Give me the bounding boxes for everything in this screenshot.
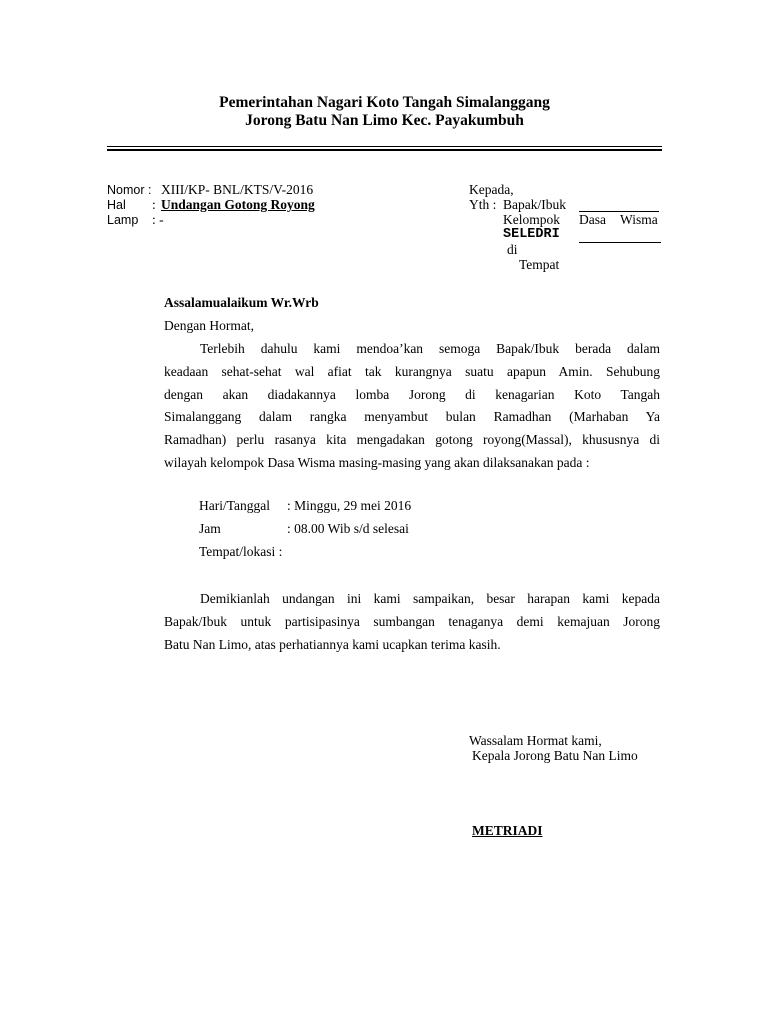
paragraph-line: keadaan sehat-sehat wal afiat tak kurangnya suatu apapun Amin. Sehubung (164, 363, 660, 379)
hal-colon: : (152, 197, 156, 212)
seledri-label: SELEDRI (503, 227, 560, 242)
kelompok-label: Kelompok (503, 212, 560, 227)
jam-value: : 08.00 Wib s/d selesai (287, 521, 409, 536)
dasa-label: Dasa (579, 212, 606, 227)
kepada-label: Kepada, (469, 182, 514, 197)
nomor-value: XIII/KP- BNL/KTS/V-2016 (161, 182, 314, 197)
di-label: di (507, 242, 518, 257)
hal-label: Hal (107, 198, 126, 212)
tempat-label: Tempat (519, 257, 560, 272)
header-rule-thick (107, 149, 662, 151)
wassalam: Wassalam Hormat kami, (469, 733, 602, 748)
hari-value: : Minggu, 29 mei 2016 (287, 498, 412, 513)
bapak-ibuk-label: Bapak/Ibuk (503, 197, 566, 212)
paragraph-line: Batu Nan Limo, atas perhatiannya kami ucapkan terima kasih. (164, 636, 501, 652)
paragraph-line: Simalanggang dalam rangka menyambut bulan Ramadhan (Marhaban Ya (164, 409, 660, 425)
hal-value: Undangan Gotong Royong (161, 197, 315, 212)
lamp-label: Lamp (107, 213, 139, 227)
paragraph-line: Bapak/Ibuk untuk partisipasinya sumbangan tenaganya demi kemajuan Jorong (164, 613, 660, 629)
hari-label: Hari/Tanggal (199, 498, 271, 513)
yth-label: Yth : (469, 197, 497, 212)
wisma-label: Wisma (620, 212, 658, 227)
letterhead-line-2: Jorong Batu Nan Limo Kec. Payakumbuh (245, 112, 524, 129)
group-blank-line (579, 242, 661, 243)
nomor-label: Nomor : (107, 183, 152, 197)
paragraph-line: Ramadhan) perlu rasanya kita mengadakan gotong royong(Massal), khususnya di (164, 432, 660, 448)
paragraph-closing (164, 588, 660, 656)
signatory-name: METRIADI (472, 823, 543, 838)
paragraph-intro (164, 338, 660, 475)
jabatan: Kepala Jorong Batu Nan Limo (472, 748, 638, 763)
jam-label: Jam (199, 521, 221, 536)
letterhead-line-1: Pemerintahan Nagari Koto Tangah Simalanggang (219, 94, 550, 111)
paragraph-line: dengan akan diadakannya lomba Jorong di kenagarian Koto Tangah (164, 386, 660, 402)
salam: Assalamualaikum Wr.Wrb (164, 295, 319, 310)
tempat-lokasi-label: Tempat/lokasi : (199, 544, 283, 559)
header-rule-thin (107, 146, 662, 147)
paragraph-line: Terlebih dahulu kami mendoa’kan semoga Bapak/Ibuk berada dalam (200, 341, 660, 356)
dengan-hormat: Dengan Hormat, (164, 318, 254, 333)
paragraph-line: Demikianlah undangan ini kami sampaikan, besar harapan kami kepada (200, 591, 660, 606)
lamp-value: : - (152, 212, 164, 227)
paragraph-line: wilayah kelompok Dasa Wisma masing-masing yang akan dilaksanakan pada : (164, 454, 590, 470)
